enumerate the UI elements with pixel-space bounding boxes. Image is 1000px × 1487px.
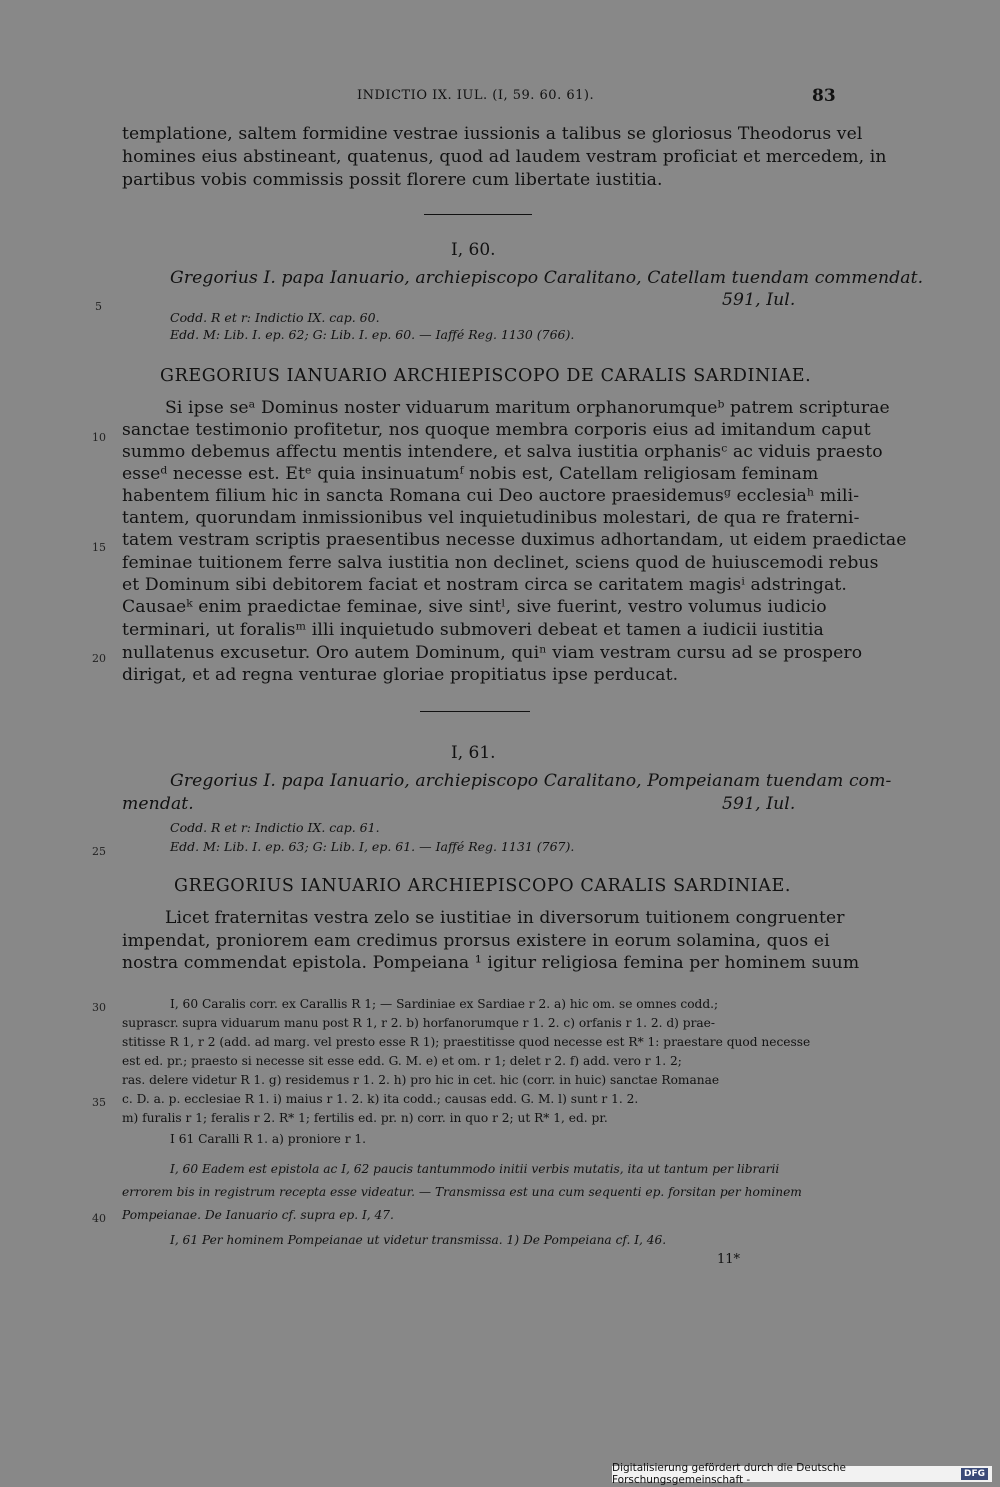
running-head: INDICTIO IX. IUL. (I, 59. 60. 61). [357,88,595,103]
text-line: habentem filium hic in sancta Romana cui Deo auctore praesidemusᵍ ecclesiaʰ mili- [122,486,860,506]
note-line: errorem bis in registrum recepta esse videatur. — Transmissa est una cum sequenti ep. forsitan per hominem [122,1185,802,1199]
apparatus-line: est ed. pr.; praesto si necesse sit esse edd. G. M. e) et om. r 1; delet r 2. f) add. vero r 1. 2; [122,1054,682,1068]
line-number: 25 [92,845,106,858]
text-line: Licet fraternitas vestra zelo se iustitiae in diversorum tuitionem congruenter [165,908,845,928]
apparatus-line: stitisse R 1, r 2 (add. ad marg. vel presto esse R 1); praestitisse quod necesse est R* 1: praestare quod necesse [122,1035,811,1049]
text-line: dirigat, et ad regna venturae gloriae propitiatus ipse perducat. [122,665,679,685]
line-number: 5 [95,300,102,313]
text-line: nullatenus excusetur. Oro autem Dominum, quiⁿ viam vestram cursu ad se prospero [122,643,863,663]
letter-date: 591, Iul. [722,290,796,310]
text-line: summo debemus affectu mentis intendere, et salva iustitia orphanisᶜ ac viduis praesto [122,442,883,462]
section-divider [424,214,532,215]
text-line: esseᵈ necesse est. Etᵉ quia insinuatumᶠ nobis est, Catellam religiosam feminam [122,464,819,484]
text-line: sanctae testimonio profitetur, nos quoque membra corporis eius ad imitandum caput [122,420,871,440]
apparatus-line: c. D. a. p. ecclesiae R 1. i) maius r 1. 2. k) ita codd.; causas edd. G. M. l) sunt r 1. 2. [122,1092,639,1106]
letter-number: I, 61. [451,743,496,763]
letter-summary-cont: mendat. [122,794,194,814]
letter-summary: Gregorius I. papa Ianuario, archiepiscopo Caralitano, Pompeianam tuendam com- [170,771,892,791]
note-line: I, 61 Per hominem Pompeianae ut videtur transmissa. 1) De Pompeiana cf. I, 46. [170,1233,667,1247]
letter-summary: Gregorius I. papa Ianuario, archiepiscopo Caralitano, Catellam tuendam commendat. [170,268,924,288]
signature-mark: 11* [717,1252,741,1267]
text-line: impendat, proniorem eam credimus prorsus existere in eorum solamina, quos ei [122,931,830,951]
letter-number: I, 60. [451,240,496,260]
section-divider [420,711,530,712]
letter-title: GREGORIUS IANUARIO ARCHIEPISCOPO CARALIS SARDINIAE. [174,876,792,896]
apparatus-line: I 61 Caralli R 1. a) proniore r 1. [170,1132,367,1146]
digitization-footer [612,1462,992,1486]
line-number: 20 [92,652,106,665]
editions-line: Edd. M: Lib. I. ep. 62; G: Lib. I. ep. 60. — Iaffé Reg. 1130 (766). [170,327,575,342]
line-number: 30 [92,1001,106,1014]
note-line: I, 60 Eadem est epistola ac I, 62 paucis tantummodo initii verbis mutatis, ita ut tantum per librarii [170,1162,780,1176]
dfg-logo: DFG [961,1468,988,1480]
text-line: partibus vobis commissis possit florere cum libertate iustitia. [122,170,663,190]
line-number: 35 [92,1096,106,1109]
note-line: Pompeianae. De Ianuario cf. supra ep. I, 47. [122,1208,394,1222]
line-number: 40 [92,1212,106,1225]
text-line: tatem vestram scriptis praesentibus necesse duximus adhortandam, ut eidem praedictae [122,530,907,550]
text-line: nostra commendat epistola. Pompeiana ¹ igitur religiosa femina per hominem suum [122,953,860,973]
text-line: Si ipse seᵃ Dominus noster viduarum maritum orphanorumqueᵇ patrem scripturae [165,398,890,418]
text-line: Causaeᵏ enim praedictae feminae, sive sintˡ, sive fuerint, vestro volumus iudicio [122,597,827,617]
apparatus-line: m) furalis r 1; feralis r 2. R* 1; fertilis ed. pr. n) corr. in quo r 2; ut R* 1, ed. pr. [122,1111,608,1125]
line-number: 10 [92,431,106,444]
text-line: terminari, ut foralisᵐ illi inquietudo submoveri debeat et tamen a iudicii iustitia [122,620,824,640]
footer-text: Digitalisierung gefördert durch die Deutsche Forschungsgemeinschaft - [612,1462,846,1486]
page-number: 83 [812,86,836,106]
letter-date: 591, Iul. [722,794,796,814]
text-line: homines eius abstineant, quatenus, quod ad laudem vestram proficiat et mercedem, in [122,147,887,167]
apparatus-line: I, 60 Caralis corr. ex Carallis R 1; — Sardiniae ex Sardiae r 2. a) hic om. se omnes codd.; [170,997,719,1011]
text-line: feminae tuitionem ferre salva iustitia non declinet, sciens quod de huiuscemodi rebus [122,553,879,573]
editions-line: Edd. M: Lib. I. ep. 63; G: Lib. I, ep. 61. — Iaffé Reg. 1131 (767). [170,839,575,854]
text-line: templatione, saltem formidine vestrae iussionis a talibus se gloriosus Theodorus vel [122,124,863,144]
apparatus-line: suprascr. supra viduarum manu post R 1, r 2. b) horfanorumque r 1. 2. c) orfanis r 1. 2. d) prae- [122,1016,716,1030]
apparatus-line: ras. delere videtur R 1. g) residemus r 1. 2. h) pro hic in cet. hic (corr. in huic) sanctae Romanae [122,1073,720,1087]
codices-line: Codd. R et r: Indictio IX. cap. 61. [170,820,380,835]
codices-line: Codd. R et r: Indictio IX. cap. 60. [170,310,380,325]
letter-title: GREGORIUS IANUARIO ARCHIEPISCOPO DE CARALIS SARDINIAE. [160,366,812,386]
line-number: 15 [92,541,106,554]
text-line: et Dominum sibi debitorem faciat et nostram circa se caritatem magisⁱ adstringat. [122,575,847,595]
text-line: tantem, quorundam inmissionibus vel inquietudinibus molestari, de qua re fraterni- [122,508,860,528]
